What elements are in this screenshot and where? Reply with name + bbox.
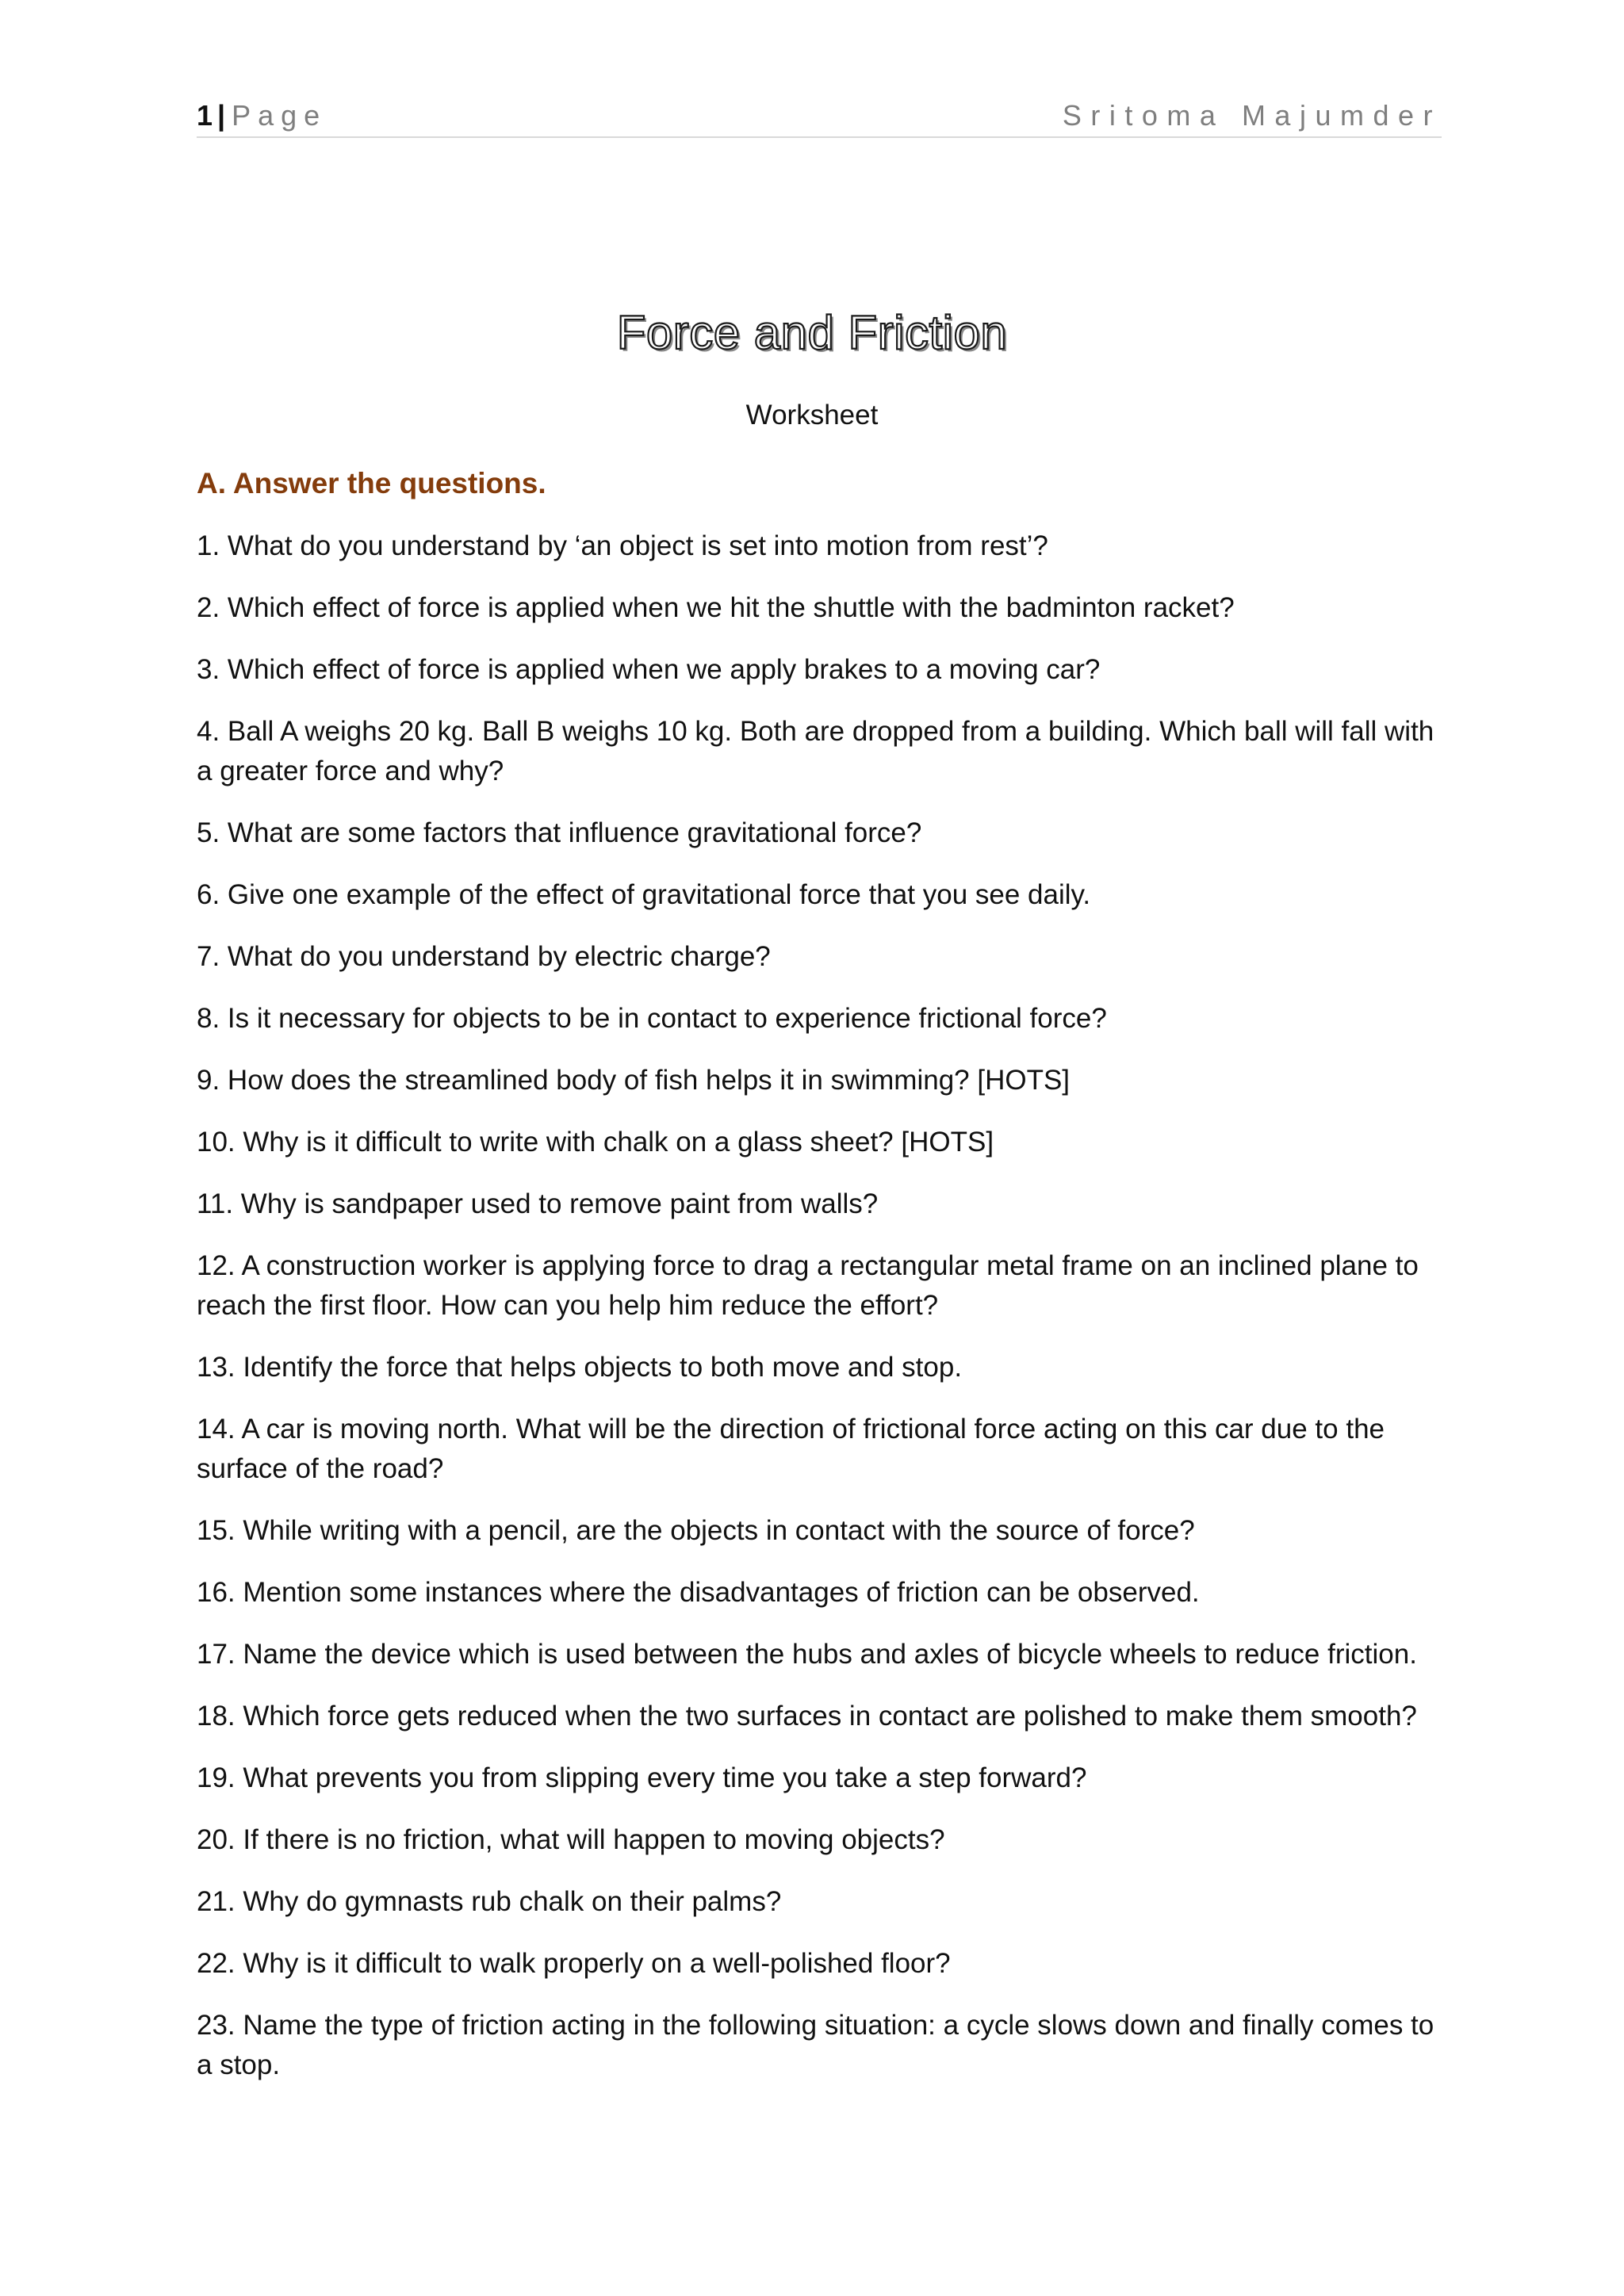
question-item: 4. Ball A weighs 20 kg. Ball B weighs 10 kg. Both are dropped from a building. Which ball will fall with a greater force and why?: [197, 716, 1434, 786]
page-number-label: [197, 95, 327, 136]
question-item: 7. What do you understand by electric charge?: [197, 941, 771, 972]
page-separator: |: [217, 99, 226, 132]
page-word: Page: [232, 99, 327, 132]
document-title: Force and Friction: [616, 306, 1008, 359]
question-item: 11. Why is sandpaper used to remove paint from walls?: [197, 1188, 879, 1219]
question-item: 2. Which effect of force is applied when we hit the shuttle with the badminton racket?: [197, 592, 1235, 623]
question-item: 16. Mention some instances where the disadvantages of friction can be observed.: [197, 1577, 1200, 1608]
document-subtitle: Worksheet: [745, 400, 879, 430]
question-item: 23. Name the type of friction acting in the following situation: a cycle slows down and finally comes to a stop.: [197, 2010, 1434, 2080]
question-item: 14. A car is moving north. What will be the direction of frictional force acting on this car due to the surface of the road?: [197, 1414, 1385, 1484]
question-item: 10. Why is it difficult to write with chalk on a glass sheet? [HOTS]: [197, 1127, 994, 1158]
question-item: 18. Which force gets reduced when the two surfaces in contact are polished to make them smooth?: [197, 1701, 1417, 1732]
author-name: Sritoma Majumder: [1062, 99, 1442, 132]
question-item: 8. Is it necessary for objects to be in contact to experience frictional force?: [197, 1003, 1107, 1034]
question-item: 6. Give one example of the effect of gravitational force that you see daily.: [197, 879, 1091, 910]
question-item: 21. Why do gymnasts rub chalk on their palms?: [197, 1886, 782, 1917]
question-item: 15. While writing with a pencil, are the objects in contact with the source of force?: [197, 1515, 1195, 1546]
section-heading: A. Answer the questions.: [197, 467, 546, 499]
question-list: [197, 526, 1450, 2107]
question-item: 5. What are some factors that influence gravitational force?: [197, 817, 922, 848]
question-item: 19. What prevents you from slipping every time you take a step forward?: [197, 1762, 1087, 1793]
question-item: 9. How does the streamlined body of fish helps it in swimming? [HOTS]: [197, 1065, 1071, 1096]
question-item: 3. Which effect of force is applied when we apply brakes to a moving car?: [197, 654, 1101, 685]
question-item: 1. What do you understand by ‘an object is set into motion from rest’?: [197, 530, 1048, 561]
question-item: 17. Name the device which is used between the hubs and axles of bicycle wheels to reduce friction.: [197, 1639, 1417, 1670]
question-item: 13. Identify the force that helps objects to both move and stop.: [197, 1352, 963, 1383]
page-number: 1: [197, 99, 213, 132]
question-item: 22. Why is it difficult to walk properly on a well-polished floor?: [197, 1948, 951, 1979]
question-item: 20. If there is no friction, what will happen to moving objects?: [197, 1824, 945, 1855]
page-header: [197, 95, 1442, 138]
question-item: 12. A construction worker is applying force to drag a rectangular metal frame on an inclined plane to reach the first floor. How can you help him reduce the effort?: [197, 1250, 1419, 1321]
